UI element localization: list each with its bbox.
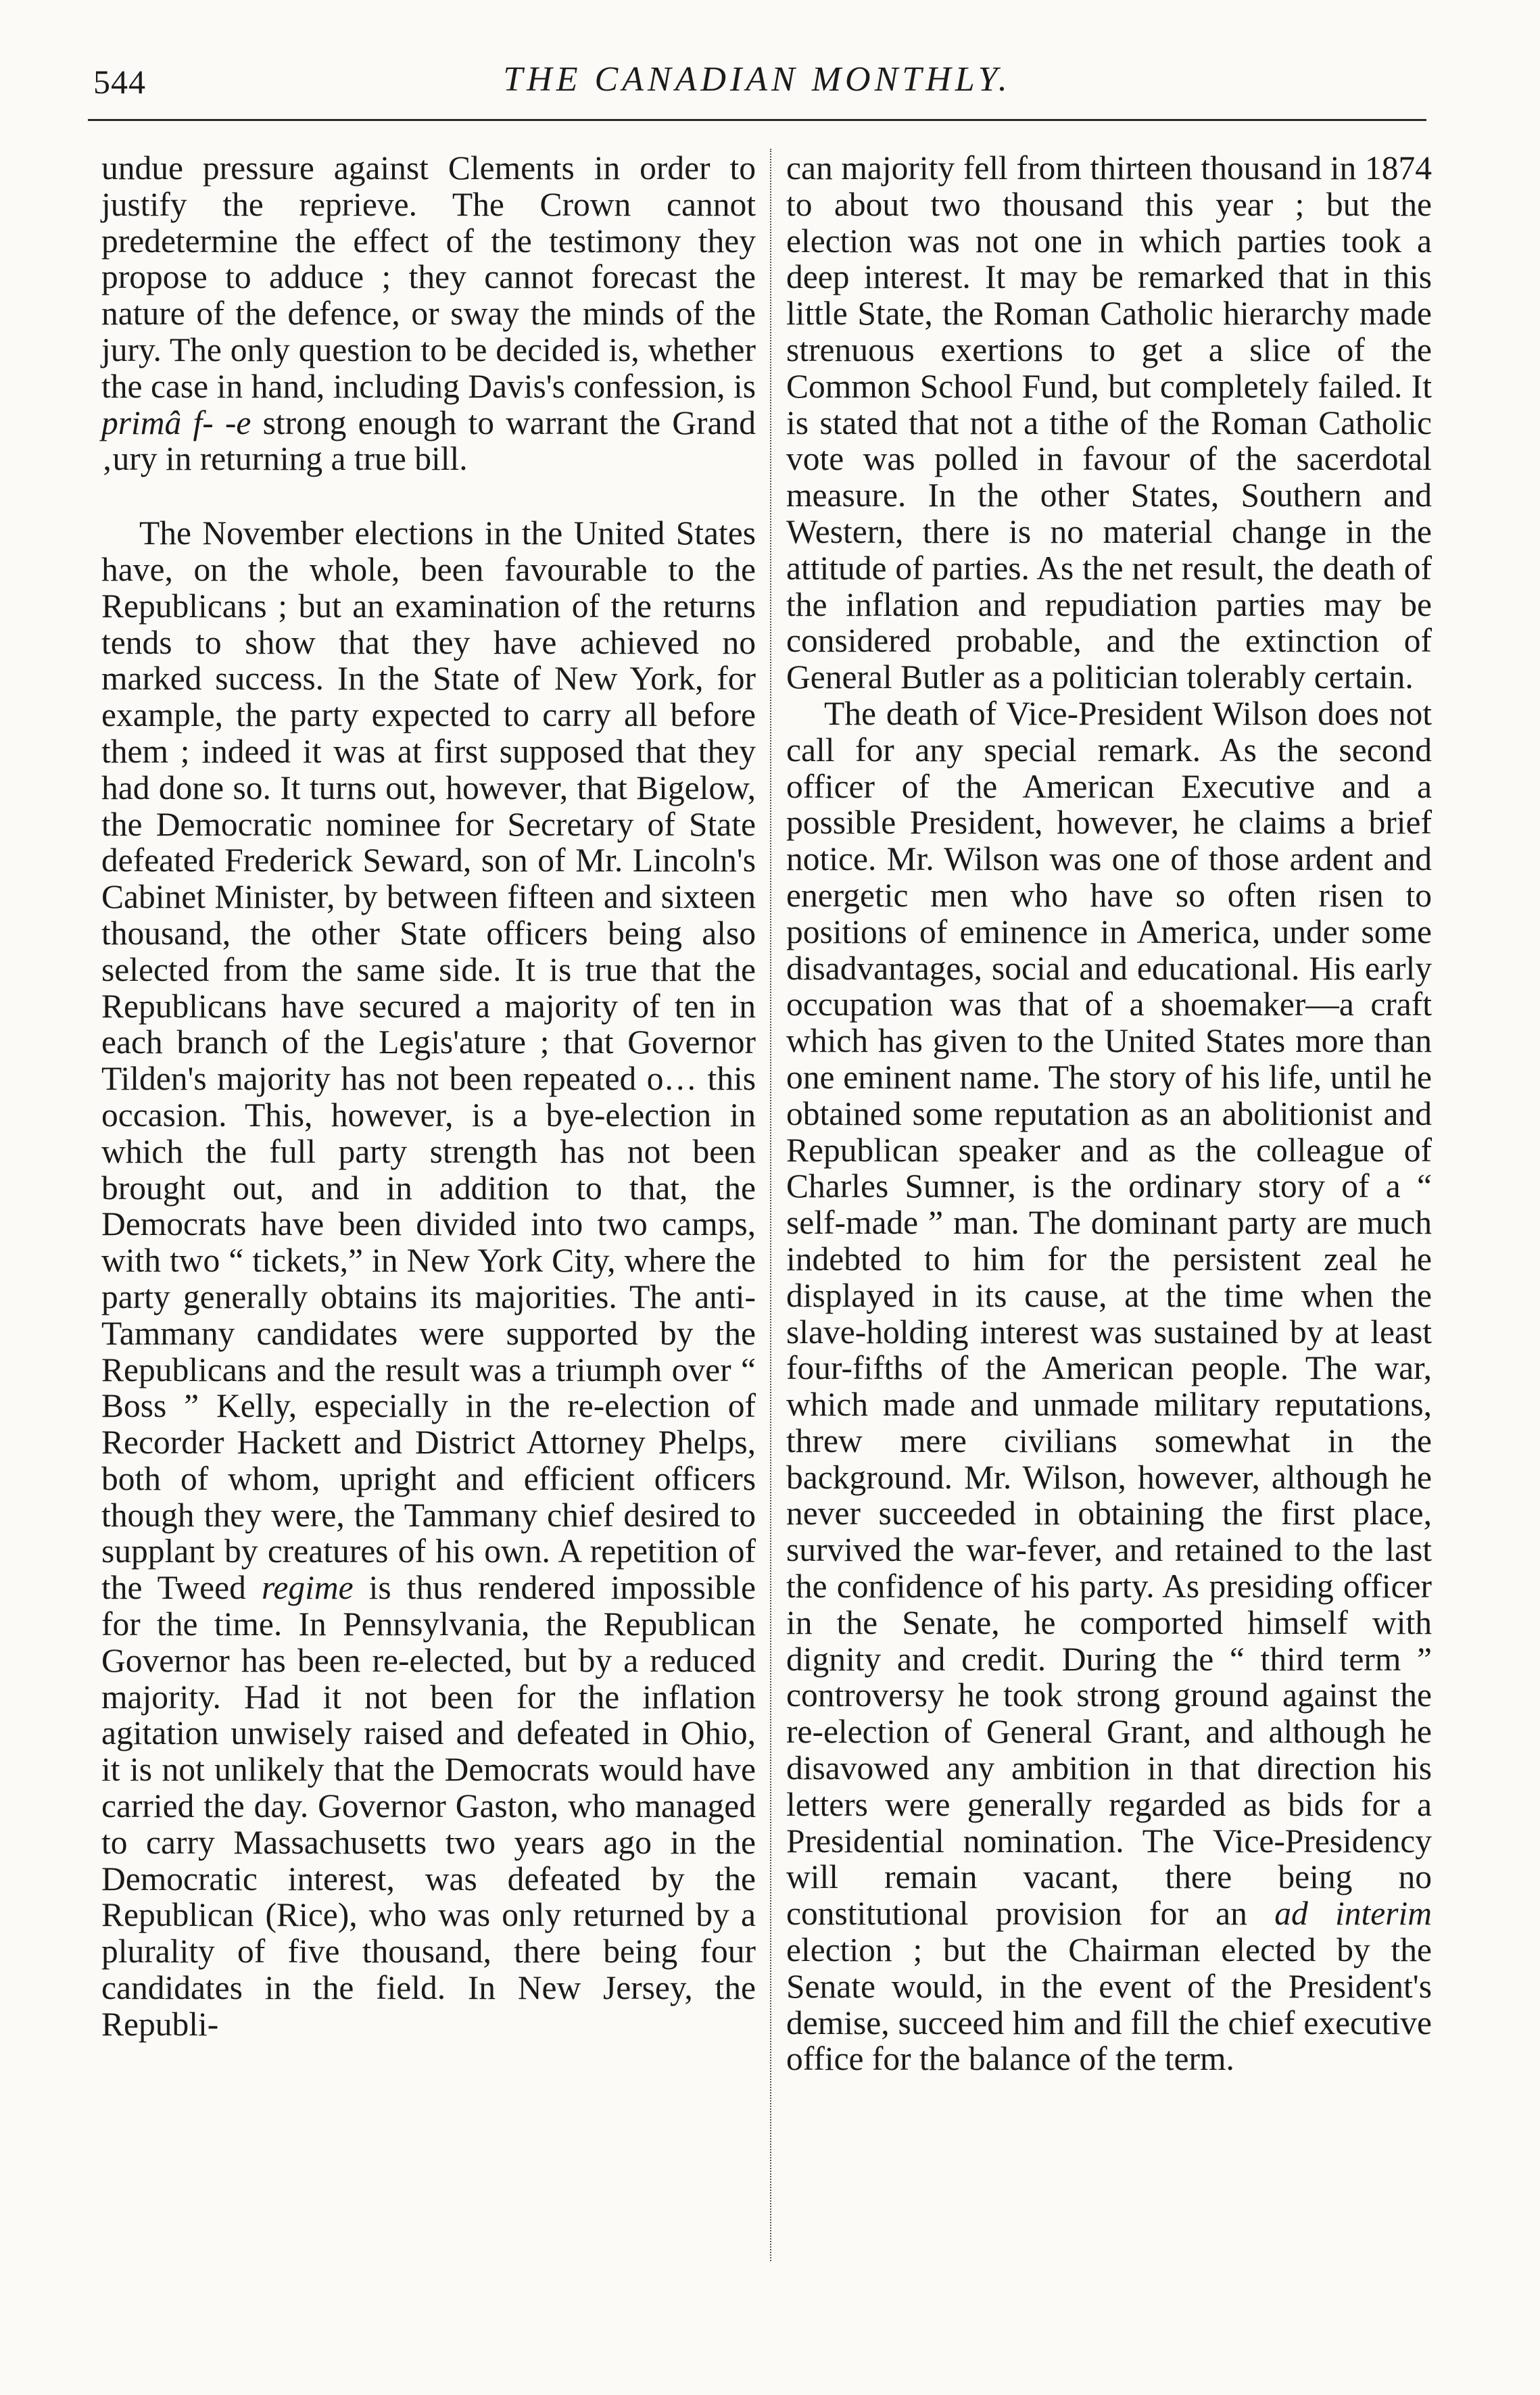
- column-divider: [770, 149, 771, 2261]
- text-run: election ; but the Chairman elected by the Senate would, in the event of the President's demise, succeed him and fill the chief executive office for the balance of the term.: [786, 1931, 1432, 2078]
- text-run: undue pressure against Clements in order to justify the reprieve. The Crown cannot predetermine the effect of the testimony they propose to adduce ; they cannot forecast the nature of the defence, or sway the minds of the jury. The only question to be decided is, whether the case in hand, including Davis's confession, is: [101, 149, 756, 405]
- paragraph-continuation: can majority fell from thirteen thousand in 1874 to about two thousand this year ; but the election was not one in which parties took a deep interest. It may be remarked that in this little State, the Roman Catholic hierarchy made strenuous exertions to get a slice of the Common School Fund, but completely failed. It is stated that not a tithe of the Roman Catholic vote was polled in favour of the sacerdotal measure. In the other States, Southern and Western, there is no material change in the attitude of parties. As the net result, the death of the inflation and repudiation parties may be considered probable, and the extinction of General Butler as a politician tolerably certain.: [786, 149, 1432, 696]
- text-run: strong enough to warrant the Grand ‚ury in returning a true bill.: [101, 404, 756, 478]
- page-number: 544: [93, 63, 146, 101]
- paragraph-november-elections: [101, 515, 756, 2042]
- running-title: THE CANADIAN MONTHLY.: [503, 60, 1011, 99]
- italic-phrase: ad interim: [1274, 1895, 1432, 1933]
- page-header: [88, 54, 1426, 122]
- paragraph-clements: [101, 150, 756, 477]
- italic-phrase: primâ f‑ ‑e: [101, 404, 251, 441]
- paragraph-wilson-death: [786, 696, 1432, 2077]
- left-column: [101, 150, 756, 2043]
- text-run: is thus rendered impossible for the time. In Pennsylvania, the Republican Governor has been re-elected, but by a reduced majority. Had it not been for the inflation agitation unwisely raised and defeated in Ohio, it is not unlikely that the Democrats would have carried the day. Governor Gaston, who managed to carry Massachusetts two years ago in the Democratic interest, was defeated by the Republican (Rice), who was only returned by a plurality of five thousand, there being four candidates in the field. In New Jersey, the Republi-: [101, 1569, 756, 2043]
- right-column: [786, 150, 1432, 2077]
- italic-word: regime: [261, 1569, 354, 1607]
- text-run: The death of Vice-President Wilson does not call for any special remark. As the second officer of the American Executive and a possible President, however, he claims a brief notice. Mr. Wilson was one of those ardent and energetic men who have so often risen to positions of eminence in America, under some disadvantages, social and educational. His early occupation was that of a shoemaker—a craft which has given to the United States more than one eminent name. The story of his life, until he obtained some reputation as an abolitionist and Republican speaker and as the colleague of Charles Sumner, is the ordinary story of a “ self-made ” man. The dominant party are much indebted to him for the persistent zeal he displayed in its cause, at the time when the slave-holding interest was sustained by at least four-fifths of the American people. The war, which made and unmade military reputations, threw mere civilians somewhat in the background. Mr. Wilson, however, although he never succeeded in obtaining the first place, survived the war-fever, and retained to the last the confidence of his party. As presiding officer in the Senate, he comported himself with dignity and credit. During the “ third term ” controversy he took strong ground against the re-election of General Grant, and although he disavowed any ambition in that direction his letters were generally regarded as bids for a Presidential nomination. The Vice-Presidency will remain vacant, there being no constitutional provision for an: [786, 694, 1432, 1933]
- text-run: The November elections in the United States have, on the whole, been favourable to the Republicans ; but an examination of the returns tends to show that they have achieved no marked success. In the State of New York, for example, the party expected to carry all before them ; indeed it was at first supposed that they had done so. It turns out, however, that Bigelow, the Democratic nominee for Secretary of State defeated Frederick Seward, son of Mr. Lincoln's Cabinet Minister, by between fifteen and sixteen thousand, the other State officers being also selected from the same side. It is true that the Republicans have secured a majority of ten in each branch of the Legis'ature ; that Governor Tilden's majority has not been repeated o… this occasion. This, however, is a bye-election in which the full party strength has not been brought out, and in addition to that, the Democrats have been divided into two camps, with two “ tickets,” in New York City, where the party generally obtains its majorities. The anti-Tammany candidates were supported by the Republicans and the result was a triumph over “ Boss ” Kelly, especially in the re-election of Recorder Hackett and District Attorney Phelps, both of whom, upright and efficient officers though they were, the Tammany chief desired to supplant by creatures of his own. A repetition of the Tweed: [101, 514, 756, 1607]
- header-rule: [88, 119, 1426, 121]
